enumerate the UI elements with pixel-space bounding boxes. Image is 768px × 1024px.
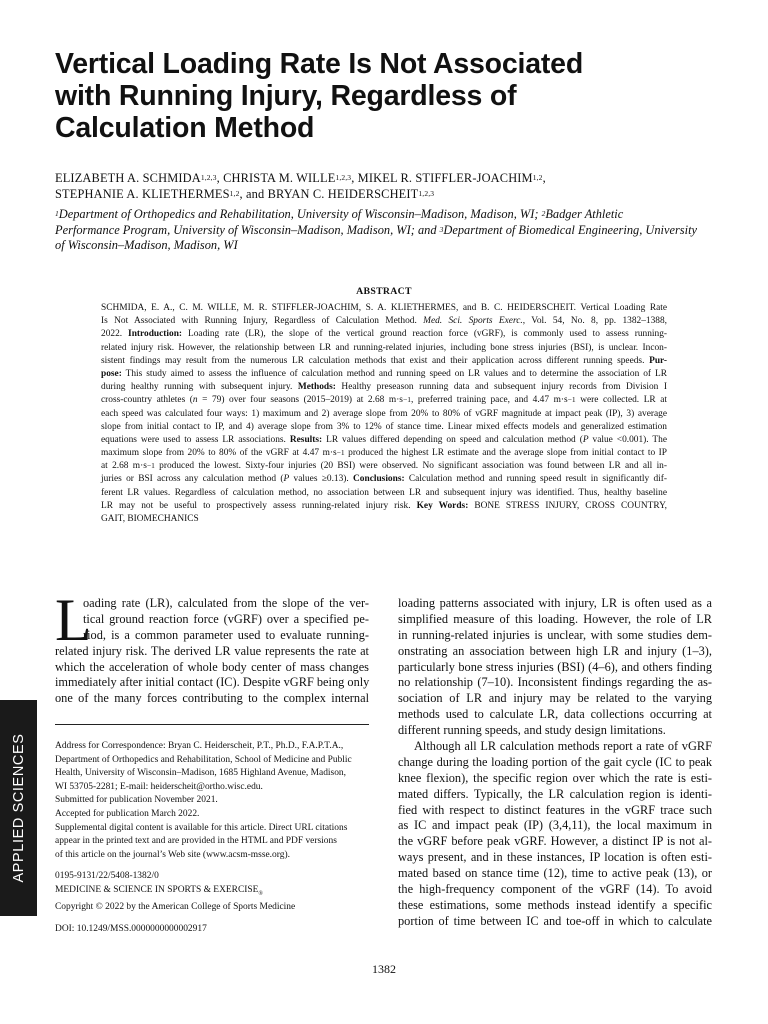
author-name: , CHRISTA M. WILLE [216, 171, 336, 185]
abstract-text: equations were used to assess LR associations. [101, 434, 290, 445]
author-name: ELIZABETH A. SCHMIDA [55, 171, 201, 185]
abstract-text: , preferred training pace, and 4.47 m·s [410, 395, 568, 406]
article-title [55, 48, 655, 144]
author-name: STEPHANIE A. KLIETHERMES [55, 186, 230, 201]
body-line: particularly bone stress injuries (BSI) (4–6), and others finding [398, 659, 712, 674]
author-affiliation-marker: 1,2,3 [335, 173, 352, 182]
journal-name-text: MEDICINE & SCIENCE IN SPORTS & EXERCISE [55, 884, 259, 895]
affiliation-text: Department of Biomedical Engineering, University [443, 222, 698, 237]
affiliation-marker: 3 [439, 224, 444, 234]
abstract-line [101, 394, 667, 407]
footnote-line: WI 53705-2281; E-mail: heiderscheit@ortho.wisc.edu. [55, 781, 263, 792]
abstract-text: during healthy running with subsequent injury. [101, 382, 298, 393]
body-line: the vGRF before peak vGRF. However, a distinct IP is not al- [398, 834, 712, 849]
abstract-text: sistent findings may result from the numerous LR calculation methods that exist and their application across different running speeds. [101, 355, 650, 366]
section-label: pose: [101, 368, 122, 379]
abstract-line: each speed was calculated four ways: 1) maximum and 2) average slope from 20% to 80% of vGRF magnitude at impact peak (IP), 3) average [101, 408, 667, 419]
body-column-left [55, 587, 370, 707]
body-line: portion of time between IC and toe-off in which to calculate [398, 913, 712, 928]
abstract-text: = 79) over four seasons (2015–2019) at 2.68 m·s [197, 395, 403, 406]
body-line: mated differs. Typically, the LR calculation region is identi- [398, 786, 712, 801]
author-separator: , [542, 171, 546, 185]
journal-abbrev: Med. Sci. Sports Exerc. [423, 316, 523, 327]
body-line: immediately after initial contact (IC). Despite vGRF being only [55, 675, 370, 690]
affiliation-line: of Wisconsin–Madison, Madison, WI [55, 238, 238, 252]
abstract-text: Loading rate (LR), the slope of the vertical ground reaction force (vGRF), is commonly used to assess running- [182, 329, 667, 340]
exponent: −1 [402, 395, 411, 405]
abstract-text: , Vol. 54, No. 8, pp. 1382–1388, [522, 316, 667, 327]
abstract-line [101, 500, 667, 513]
author-line [55, 187, 715, 203]
title-line: Calculation Method [55, 112, 315, 144]
author-list [55, 171, 715, 202]
affiliation-marker: 1 [55, 209, 59, 218]
affiliation-text: Department of Orthopedics and Rehabilitation, University of Wisconsin–Madison, Madison, WI; [58, 207, 542, 221]
abstract-text: P [582, 434, 589, 445]
section-label: Methods: [297, 382, 336, 393]
page-number: 1382 [372, 962, 396, 976]
title-line: Vertical Loading Rate Is Not Associated [55, 48, 584, 80]
author-affiliation-marker: 1,2 [229, 188, 240, 198]
abstract-line: SCHMIDA, E. A., C. M. WILLE, M. R. STIFFLER-JOACHIM, S. A. KLIETHERMES, and B. C. HEIDERSCHEIT. Vertical Loading Rate [101, 303, 667, 313]
affiliation-marker: 2 [541, 209, 546, 218]
footnote-line: of this article on the journal’s Web site (www.acsm-msse.org). [55, 849, 290, 860]
section-label: Key Words: [416, 500, 469, 511]
abstract-text: n [192, 395, 198, 406]
footnote-line: Department of Orthopedics and Rehabilitation, School of Medicine and Public [55, 754, 352, 765]
abstract-text: produced the lowest. Sixty-four injuries (20 BSI) were observed. No significant association was found between LR and all in- [154, 461, 667, 472]
footnote-spacer [55, 915, 375, 923]
abstract-line [101, 447, 667, 460]
abstract-line [101, 315, 667, 328]
abstract-line: GAIT, BIOMECHANICS [101, 514, 199, 524]
section-label: Introduction: [128, 329, 183, 340]
body-line: mated based on stance time (12), time to active peak (13), or [398, 866, 712, 881]
doi: DOI: 10.1249/MSS.0000000000002917 [55, 924, 207, 935]
body-line: change during the loading portion of the gait cycle (IC to peak [398, 754, 712, 769]
copyright: Copyright © 2022 by the American College of Sports Medicine [55, 902, 296, 913]
abstract-text: Calculation method and running speed result in significantly dif- [404, 474, 668, 485]
body-line: ways present, and in these instances, IP location is often esti- [398, 850, 712, 865]
footnote-line: Address for Correspondence: Bryan C. Heiderscheit, P.T., Ph.D., F.A.P.T.A., [55, 741, 344, 751]
issn: 0195-9131/22/5408-1382/0 [55, 871, 159, 882]
affiliations [55, 207, 715, 254]
abstract-line [101, 473, 667, 486]
exponent: −1 [336, 448, 345, 458]
body-line: simplified measure of this loading. However, the role of LR [398, 611, 712, 626]
body-line: these estimations, some methods instead identify a specific [398, 897, 712, 912]
abstract-text: Healthy preseason running data and subsequent injury records from Division I [335, 382, 667, 393]
abstract-text: This study aimed to assess the influence of calculation method and running speed on LR values and to determine the association of LR [121, 368, 667, 379]
abstract-text: Is Not Associated with Running Injury, Regardless of Calculation Method. [101, 316, 424, 327]
abstract-text: P [283, 474, 290, 485]
body-line: loading patterns associated with injury, LR is often used as a [398, 596, 712, 610]
body-line: the high-frequency component of the vGRF (14). To avoid [398, 882, 712, 897]
abstract-text: maximum slope from 20% to 80% of the vGRF at 4.47 m·s [101, 448, 337, 459]
abstract-line: slope from initial contact to IP, and 4) average slope from 3% to 12% of stance time. Linear mixed effects models and generalized estimation [101, 421, 667, 432]
body-line: tical ground reaction force (vGRF) over a specified pe- [83, 611, 369, 626]
author-affiliation-marker: 1,2,3 [200, 173, 217, 182]
abstract-text: produced the highest LR estimate and the average slope from initial contact to IP [344, 448, 667, 459]
abstract-line [101, 368, 667, 381]
body-line: related injury risk. The derived LR value represents the rate at [55, 643, 369, 658]
body-line: no relationship (7–10). Inconsistent findings regarding the as- [398, 675, 712, 690]
abstract-text: at 2.68 m·s [101, 461, 147, 472]
abstract-text: BONE STRESS INJURY, CROSS COUNTRY, [468, 500, 667, 511]
section-label: Pur- [649, 355, 667, 366]
body-line: different running speeds, and study design limitations. [398, 723, 666, 738]
body-column-right [398, 596, 712, 930]
abstract-line [101, 381, 667, 394]
section-label: Results: [289, 434, 323, 445]
abstract-text: juries or BSI across any calculation method ( [101, 474, 284, 485]
abstract-text: values ≥0.13). [289, 474, 354, 485]
author-name: , and BRYAN C. HEIDERSCHEIT [239, 186, 419, 201]
body-line: onstrating an association between high LR and injury (1–3), [398, 643, 712, 658]
affiliation-line [55, 207, 715, 223]
correspondence-footnote [55, 740, 375, 937]
abstract-text: 2022. [101, 329, 129, 340]
abstract-text: were collected. LR at [575, 395, 667, 406]
body-line: sociation of LR and injury may be related to the varying [398, 691, 712, 706]
title-line: with Running Injury, Regardless of [55, 80, 517, 112]
author-affiliation-marker: 1,2,3 [418, 188, 435, 198]
abstract-text: LR values differed depending on speed and calculation method ( [322, 434, 583, 445]
exponent: −1 [146, 461, 155, 471]
abstract-line [101, 355, 667, 368]
abstract-body [101, 302, 667, 526]
body-line: which the acceleration of whole body center of mass changes [55, 659, 369, 674]
author-line [55, 171, 715, 187]
section-side-tab [0, 700, 37, 916]
abstract-line [101, 434, 667, 447]
footnote-line: Health, University of Wisconsin–Madison, 1685 Highland Avenue, Madison, [55, 768, 347, 779]
abstract-heading: ABSTRACT [356, 286, 412, 297]
abstract-text: LR may not be useful to prospectively assess running-related injury risk. [101, 500, 417, 511]
footnote-line: appear in the printed text and are provided in the HTML and PDF versions [55, 836, 337, 847]
body-line: Although all LR calculation methods report a rate of vGRF [414, 739, 712, 754]
body-line: in running-related injuries is unclear, with some studies dem- [398, 627, 712, 642]
footnote-divider [55, 724, 369, 725]
section-label: Conclusions: [353, 474, 405, 485]
journal-name [55, 884, 375, 901]
author-affiliation-marker: 1,2 [532, 173, 543, 182]
author-name: , MIKEL R. STIFFLER-JOACHIM [351, 171, 533, 185]
body-line: one of the many forces contributing to the complex internal [55, 691, 369, 706]
footnote-line: Submitted for publication November 2021. [55, 795, 218, 806]
affiliation-text: Badger Athletic [545, 207, 624, 221]
drop-cap: L [55, 587, 92, 653]
body-line: oading rate (LR), calculated from the slope of the ver- [83, 596, 369, 610]
footnote-spacer [55, 862, 375, 870]
footnote-line: Accepted for publication March 2022. [55, 808, 200, 819]
abstract-line: related injury risk. However, the relationship between LR and running-related injuries, including bone stress injuries (BSI), is unclear. Incon- [101, 342, 667, 353]
abstract-text: value <0.001). The [588, 434, 667, 445]
abstract-line [101, 328, 667, 341]
body-line: knee flexion), the specific region over which the rate is esti- [398, 770, 712, 785]
side-tab-label: APPLIED SCIENCES [10, 733, 27, 883]
abstract-line [101, 460, 667, 473]
body-line: methods used to calculate LR, data collections occurring at [398, 707, 712, 722]
affiliation-line [55, 223, 715, 239]
body-line: riod, is a common parameter used to evaluate running- [83, 627, 369, 642]
affiliation-text: Performance Program, University of Wisconsin–Madison, Madison, WI; and [55, 222, 440, 237]
abstract-line: ferent LR values. Regardless of calculation method, no association between LR and subsequent injury was identified. Thus, healthy baseline [101, 487, 667, 498]
body-line: fied with respect to distinct features in the vGRF trace such [398, 802, 712, 817]
registered-mark: ® [258, 890, 263, 897]
body-line: as IC and impact peak (IP) (3,4,11), the local maximum in [398, 818, 712, 833]
exponent: −1 [567, 395, 576, 405]
footnote-line: Supplemental digital content is available for this article. Direct URL citations [55, 822, 348, 833]
abstract-text: cross-country athletes ( [101, 395, 193, 406]
